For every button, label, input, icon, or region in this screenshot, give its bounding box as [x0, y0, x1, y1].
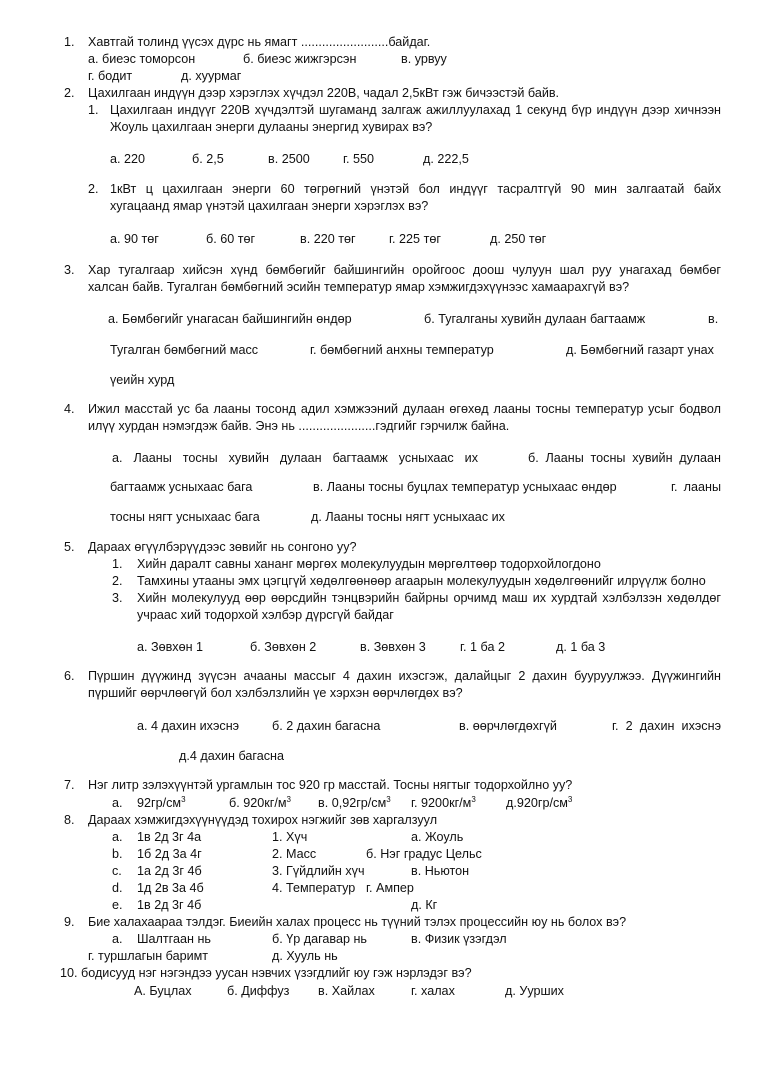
q3-option-b: б. Тугалганы хувийн дулаан багтаамж [424, 312, 646, 326]
q3-line1: Хар тугалгаар хийсэн хүнд бөмбөгийг байшингийн оройгоос доош чулуун шал руу унагахад бөмбөг [88, 263, 721, 277]
q5-option-v: в. Зөвхөн 3 [360, 640, 426, 654]
q7-option-b: б. $920кг/м^3$ [229, 794, 291, 810]
q1-option-d: д. хуурмаг [181, 69, 242, 83]
q8-option-c-letter: c. [112, 864, 122, 878]
q4-option-b-cont: багтаамж усныхаас бага [110, 480, 253, 494]
q7-option-a: $92гр/см^3$ [137, 794, 186, 810]
q4-option-d: д. Лааны тосны нягт усныхаас их [311, 510, 505, 524]
q5-statement-1-number: 1. [112, 557, 123, 571]
q2-sub2-option-g: г. 225 төг [389, 232, 441, 246]
q8-unit-a: а. Жоуль [411, 830, 464, 844]
q9-option-d: д. Хууль нь [272, 949, 338, 963]
q8-number: 8. [64, 813, 75, 827]
q1-option-b: б. биеэс жижгэрсэн [243, 52, 357, 66]
q4-option-g-cont: тосны нягт усныхаас бага [110, 510, 260, 524]
q6-option-a: а. 4 дахин ихэснэ [137, 719, 240, 733]
q2-sub2-option-b: б. 60 төг [206, 232, 256, 246]
q8-quantity-1: 1. Хүч [272, 830, 308, 844]
q6-line2: пүршийг өөрчлөөгүй бол хэлбэлзлийн үе хэрхэн өөрчлөгдөх вэ? [88, 686, 463, 700]
q1-number: 1. [64, 35, 75, 49]
q9-option-a-letter: а. [112, 932, 123, 946]
q8-option-b: 1б 2д 3а 4г [137, 847, 202, 861]
q2-sub2-number: 2. [88, 182, 99, 196]
q2-sub1-option-g: г. 550 [343, 152, 375, 166]
q5-option-b: б. Зөвхөн 2 [250, 640, 317, 654]
q4-line1: Ижил масстай ус ба лааны тосонд адил хэмжээний дулаан өгөхөд лааны тосны температур усыг бодвол [88, 402, 721, 416]
q5-option-g: г. 1 ба 2 [460, 640, 505, 654]
q6-option-d: д.4 дахин багасна [179, 749, 284, 763]
q5-statement-2: Тамхины утааны эмх цэгцгүй хөдөлгөөнөөр агаарын молекулуудын хөдөлгөөнийг илрүүлж болно [137, 574, 706, 588]
q1-option-g: г. бодит [88, 69, 133, 83]
q4-number: 4. [64, 402, 75, 416]
q4-option-a: а. Лааны тосны хувийн дулаан багтаамж усныхаас их [112, 451, 478, 465]
q9-option-a: Шалтгаан нь [137, 932, 211, 946]
q9-number: 9. [64, 915, 75, 929]
q5-statement-1: Хийн даралт савны хананг мөргөх молекулуудын мөргөлтөөр тодорхойлогдоно [137, 557, 601, 571]
q9-text: Бие халахаараа тэлдэг. Биеийн халах процесс нь түүний тэлэх процессийн юу нь болох вэ? [88, 915, 627, 929]
q2-sub2-line1: 1кВт ц цахилгаан энерги 60 төгрөгний үнэтэй бол индүүг тасралтгүй 90 мин залгаатай байх [110, 182, 721, 196]
q6-option-b: б. 2 дахин багасна [272, 719, 381, 733]
q8-quantity-2: 2. Масс [272, 847, 317, 861]
q8-unit-b: б. Нэг градус Цельс [366, 847, 482, 861]
q6-option-g: г. 2 дахин ихэснэ [612, 719, 721, 733]
q10-option-b: б. Диффуз [227, 984, 290, 998]
q2-sub1-line2: Жоуль цахилгаан энерги дулааны энергид хувирах вэ? [110, 120, 433, 134]
q8-text: Дараах хэмжигдэхүүнүүдэд тохирох нэгжийг зөв харгалзуул [88, 813, 438, 827]
q5-statement-3: Хийн молекулууд өөр өөрсдийн тэнцвэрийн байрны орчимд маш их хурдтай хэлбэлзэн хөдөлдөг [137, 591, 721, 605]
q7-option-g: г. $9200кг/м^3$ [411, 794, 476, 810]
q8-option-a-letter: a. [112, 830, 123, 844]
q7-option-d: $д.920гр/см^3$ [506, 794, 573, 810]
q5-option-a: а. Зөвхөн 1 [137, 640, 204, 654]
q8-option-a: 1в 2д 3г 4а [137, 830, 202, 844]
q3-option-v-letter: в. [708, 312, 719, 326]
q5-option-d: д. 1 ба 3 [556, 640, 606, 654]
q5-statement-3-cont: учраас хий тодорхой хэлбэр дүрсгүй байдаг [137, 608, 394, 622]
q4-option-v: в. Лааны тосны буцлах температур усныхаас өндөр [313, 480, 617, 494]
q3-option-v-text: Тугалган бөмбөгний масс [110, 343, 259, 357]
q2-sub1-option-b: б. 2,5 [192, 152, 224, 166]
q3-option-g: г. бөмбөгний анхны температур [310, 343, 494, 357]
q2-sub2-option-a: а. 90 төг [110, 232, 159, 246]
q2-sub2-option-v: в. 220 төг [300, 232, 356, 246]
q3-line2: халсан байв. Тугалган бөмбөгний эсийн температур ямар хэмжигдэхүүнээс хамаарахгүй вэ? [88, 280, 630, 294]
q8-unit-v: в. Ньютон [411, 864, 470, 878]
q4-line2: илүү хурдан нэмэгдэж байв. Энэ нь ......................гэдгийг гэрчилж байна. [88, 419, 510, 433]
q8-quantity-4: 4. Температур [272, 881, 356, 895]
q9-option-b: б. Үр дагавар нь [272, 932, 367, 946]
q2-text: Цахилгаан индүүн дээр хэрэглэх хүчдэл 220В, чадал 2,5кВт гэж бичээстэй байв. [88, 86, 560, 100]
q8-option-b-letter: b. [112, 847, 123, 861]
q4-option-b: б. Лааны тосны хувийн дулаан [528, 451, 721, 465]
q8-unit-g: г. Ампер [366, 881, 414, 895]
q7-number: 7. [64, 778, 75, 792]
q4-option-g: г. лааны [671, 480, 721, 494]
q10-option-g: г. халах [411, 984, 455, 998]
q2-sub1-number: 1. [88, 103, 99, 117]
q10-option-d: д. Уурших [505, 984, 564, 998]
q6-number: 6. [64, 669, 75, 683]
q7-option-a-letter: а. [112, 796, 123, 810]
q10-text: 10. бодисууд нэг нэгэндээ уусан нэвчих үзэгдлийг юу гэж нэрлэдэг вэ? [60, 966, 472, 980]
q2-sub2-option-d: д. 250 төг [490, 232, 547, 246]
q3-number: 3. [64, 263, 75, 277]
q2-sub1-option-v: в. 2500 [268, 152, 310, 166]
q3-option-d-cont: үеийн хурд [110, 373, 175, 387]
q8-option-d-letter: d. [112, 881, 123, 895]
q5-number: 5. [64, 540, 75, 554]
q1-text: Хавтгай толинд үүсэх дүрс нь ямагт .........................байдаг. [88, 35, 431, 49]
q6-line1: Пүршин дүүжинд зүүсэн ачааны массыг 4 дахин ихэсгэж, далайцыг 2 дахин бууруулжээ. Дүүжингийн [88, 669, 721, 683]
q2-sub1-option-d: д. 222,5 [423, 152, 469, 166]
q3-option-d: д. Бөмбөгний газарт унах [566, 343, 714, 357]
q6-option-v: в. өөрчлөгдөхгүй [459, 719, 557, 733]
q5-text: Дараах өгүүлбэрүүдээс зөвийг нь сонгоно уу? [88, 540, 357, 554]
q8-quantity-3: 3. Гүйдлийн хүч [272, 864, 365, 878]
q5-statement-2-number: 2. [112, 574, 123, 588]
q7-option-v: в. $0,92гр/см^3$ [318, 794, 391, 810]
q8-option-e: 1в 2д 3г 4б [137, 898, 202, 912]
q10-option-v: в. Хайлах [318, 984, 375, 998]
q1-option-a: а. биеэс томорсон [88, 52, 196, 66]
q9-option-v: в. Физик үзэгдэл [411, 932, 507, 946]
q2-sub2-line2: хугацаанд ямар үнэтэй цахилгаан энерги хэрэглэх вэ? [110, 199, 429, 213]
q10-option-a: А. Буцлах [134, 984, 192, 998]
q8-option-c: 1а 2д 3г 4б [137, 864, 202, 878]
q2-sub1-option-a: а. 220 [110, 152, 146, 166]
q7-text: Нэг литр зэлэхүүнтэй ургамлын тос 920 гр масстай. Тосны нягтыг тодорхойлно уу? [88, 778, 573, 792]
q3-option-a: а. Бөмбөгийг унагасан байшингийн өндөр [108, 312, 352, 326]
q9-option-g: г. туршлагын баримт [88, 949, 209, 963]
q8-option-e-letter: e. [112, 898, 123, 912]
q8-option-d: 1д 2в 3а 4б [137, 881, 204, 895]
q5-statement-3-number: 3. [112, 591, 123, 605]
q8-unit-d: д. Кг [411, 898, 438, 912]
q1-option-v: в. урвуу [401, 52, 447, 66]
q2-number: 2. [64, 86, 75, 100]
q2-sub1-line1: Цахилгаан индүүг 220В хүчдэлтэй шугаманд залгаж ажиллуулахад 1 секунд бүр индүүн дээр хичнээн [110, 103, 721, 117]
